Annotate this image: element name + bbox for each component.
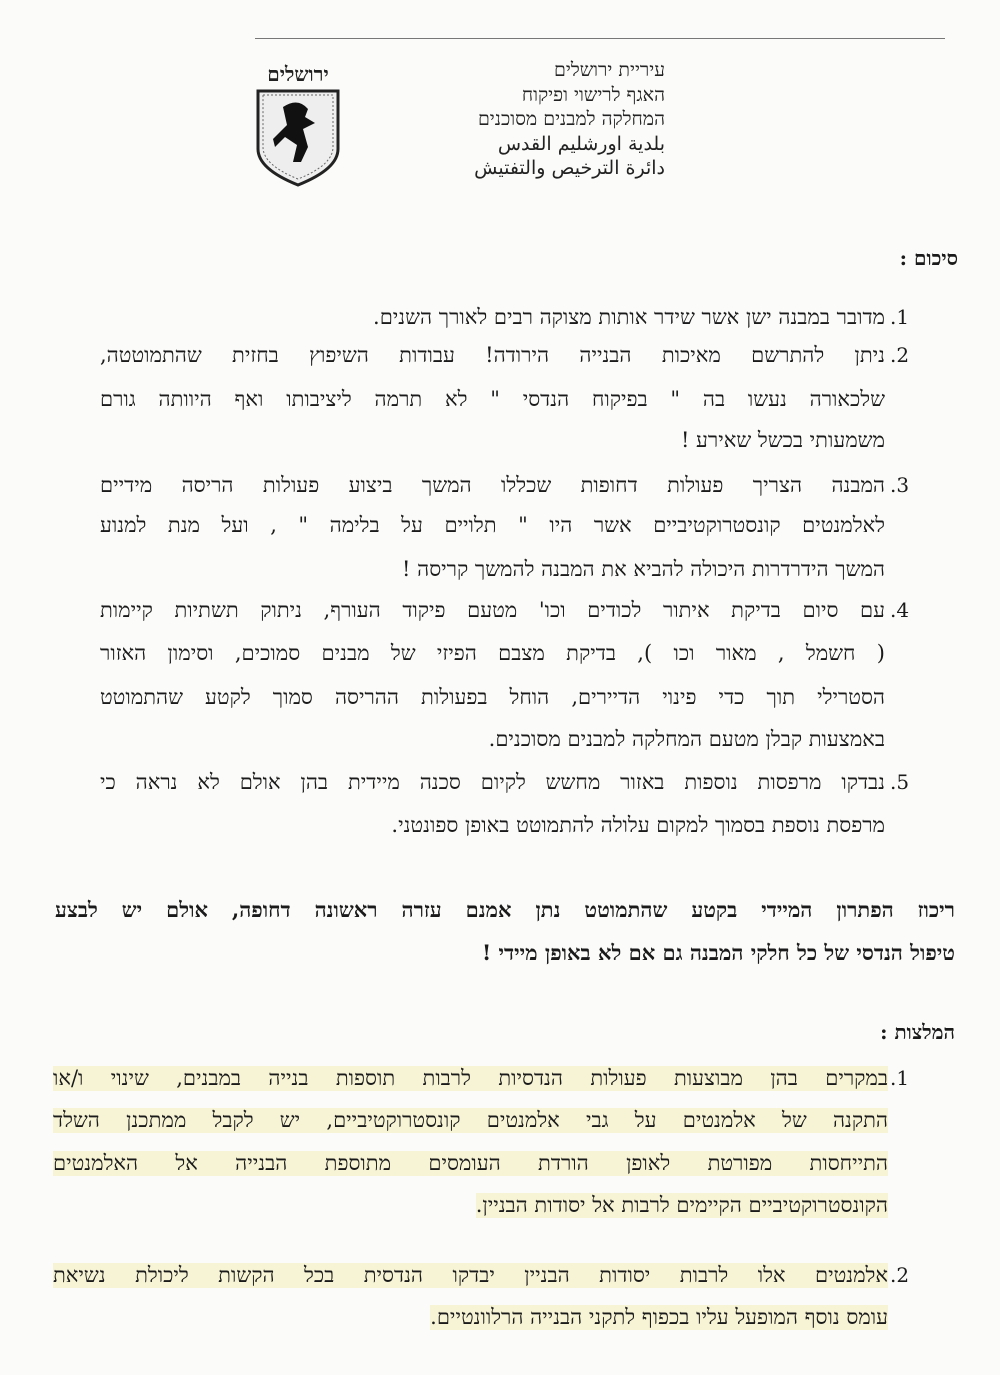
- summary-item-line: מרפסת נוספת בסמוך למקום עלולה להתמוטט באופן ספונטני.: [391, 813, 885, 837]
- list-number: 5.: [890, 770, 910, 794]
- list-number: 4.: [890, 598, 910, 622]
- recommendation-line: התייחסות מפורטת לאופן הורדת העומסים מתוספת הבנייה אל האלמנטים: [53, 1151, 888, 1175]
- summary-item-line: עם סיום בדיקת איתור לכודים וכו' מטעם פיקוד העורף, ניתוק תשתיות קיימות: [100, 598, 885, 622]
- list-number: 2.: [890, 343, 910, 367]
- recommendation-line: התקנה של אלמנטים על גבי אלמנטים קונסטרוקטיביים, יש לקבל ממתכנן השלד: [53, 1108, 888, 1132]
- recommendation-line: הקונסטרוקטיביים הקיימים לרבות אל יסודות הבניין.: [475, 1193, 888, 1217]
- summary-heading: סיכום :: [899, 246, 958, 270]
- letterhead-rule: [255, 38, 945, 39]
- recommendations-heading: המלצות :: [880, 1020, 955, 1044]
- summary-item-line: באמצעות קבלן מטעם המחלקה למבנים מסוכנים.: [488, 727, 885, 751]
- summary-item-line: משמעותי בכשל שאירע !: [680, 428, 885, 452]
- recommendation-line: עומס נוסף המופעל עליו בכפוף לתקני הבנייה הרלוונטיים.: [430, 1305, 888, 1329]
- recommendation-line: במקרים בהן מבוצעות פעולות הנדסיות לרבות תוספות בנייה במבנים, שינוי ו/או: [53, 1066, 888, 1090]
- summary-item-line: ניתן להתרשם מאיכות הבנייה הירודה! עבודות השיפוץ בחזית שהתמוטטה,: [100, 343, 885, 367]
- lion-shield-icon: [253, 87, 343, 187]
- letterhead-line: האגף לרישוי ופיקוח: [521, 83, 665, 106]
- letterhead-line: המחלקה למבנים מסוכנים: [477, 108, 665, 130]
- summary-item-line: מדובר במבנה ישן אשר שידר אותות מצוקה רבים לאורך השנים.: [373, 305, 885, 329]
- list-number: 1.: [890, 1066, 910, 1090]
- recommendation-line: אלמנטים אלו לרבות יסודות הבניין יבדקו הנדסית בכל הקשות ליכולת נשיאת: [53, 1263, 888, 1287]
- summary-item-line: המשך הידרדרות היכולה להביא את המבנה להמשך קריסה !: [402, 557, 885, 581]
- letterhead: [474, 58, 665, 181]
- letterhead-line: دائرة الترخيص والتفتيش: [474, 157, 665, 179]
- jerusalem-emblem-logo: [248, 62, 348, 182]
- conclusion-line: טיפול הנדסי של כל חלקי המבנה גם אם לא באופן מיידי !: [482, 940, 955, 965]
- summary-item-line: ( חשמל , מאור וכו ), בדיקת מצבם הפיזי של מבנים סמוכים, וסימון האזור: [100, 641, 885, 665]
- list-number: 2.: [890, 1263, 910, 1287]
- logo-text: ירושלים: [267, 62, 329, 86]
- list-number: 1.: [890, 305, 910, 329]
- letterhead-line: עיריית ירושלים: [553, 59, 665, 81]
- list-number: 3.: [890, 473, 910, 497]
- summary-item-line: המבנה הצריך פעולות דחופות שכללו המשך ביצוע פעולות הריסה מידיים: [100, 473, 885, 497]
- conclusion-line: ריכוז הפתרון המיידי בקטע שהתמוטט נתן אמנם עזרה ראשונה דחופה, אולם יש לבצע: [55, 897, 955, 922]
- summary-item-line: לאלמנטים קונסטרוקטיביים אשר היו " תלויים על בלימה " , ועל מנת למנוע: [100, 513, 885, 537]
- summary-item-line: שלכאורה נעשו בה " בפיקוח הנדסי " לא תרמה ליציבותו ואף היוותה גורם: [100, 387, 885, 411]
- letterhead-line: بلدية اورشليم القدس: [497, 132, 665, 155]
- summary-item-line: נבדקו מרפסות נוספות באזור מחשש לקיום סכנה מיידית בהן אולם לא נראה כי: [100, 770, 885, 794]
- summary-item-line: הסטרילי תוך כדי פינוי הדיירים, הוחל בפעולות ההריסה סמוך לקטע שהתמוטט: [100, 685, 885, 709]
